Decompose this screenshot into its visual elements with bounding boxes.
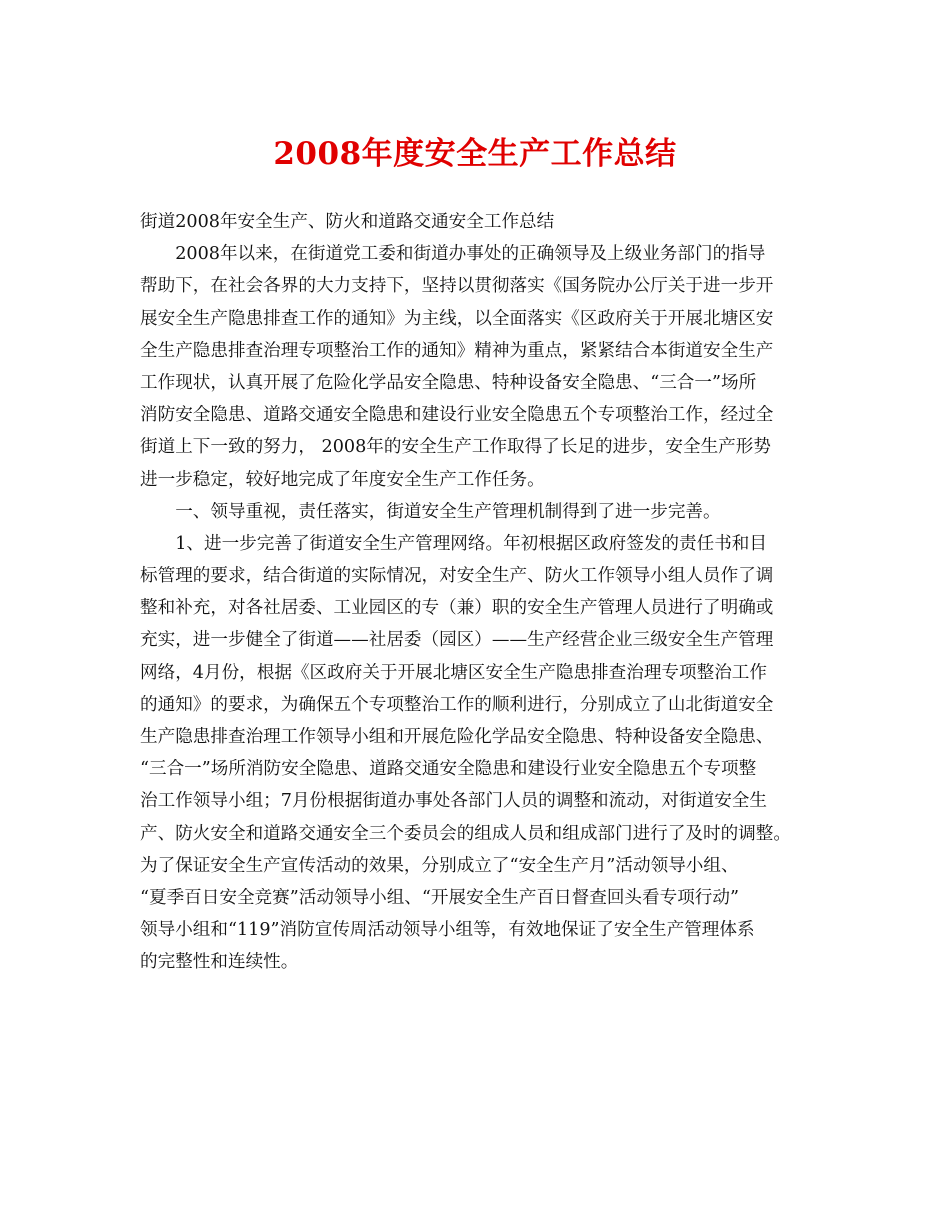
- text-line: 1、进一步完善了街道安全生产管理网络。年初根据区政府签发的责任书和目: [140, 533, 767, 554]
- text-line: 的完整性和连续性。: [140, 952, 299, 973]
- text-line: 工作现状，认真开展了危险化学品安全隐患、特种设备安全隐患、“三合一”场所: [140, 372, 757, 393]
- text-line: 为了保证安全生产宣传活动的效果，分别成立了“安全生产月”活动领导小组、: [140, 855, 739, 876]
- document-body: [140, 206, 840, 979]
- text-line: 整和补充，对各社居委、工业园区的专（兼）职的安全生产管理人员进行了明确或: [140, 598, 774, 619]
- text-line: 治工作领导小组；7月份根据街道办事处各部门人员的调整和流动，对街道安全生: [140, 791, 767, 812]
- text-line: “三合一”场所消防安全隐患、道路交通安全隐患和建设行业安全隐患五个专项整: [140, 759, 757, 780]
- text-line: 全生产隐患排查治理专项整治工作的通知》精神为重点，紧紧结合本街道安全生产: [140, 340, 774, 361]
- document-title: 2008年度安全生产工作总结: [273, 136, 677, 172]
- text-line: 展安全生产隐患排查工作的通知》为主线，以全面落实《区政府关于开展北塘区安: [140, 308, 774, 329]
- text-line: 产、防火安全和道路交通安全三个委员会的组成人员和组成部门进行了及时的调整。: [140, 823, 791, 844]
- text-line: 街道上下一致的努力， 2008年的安全生产工作取得了长足的进步，安全生产形势: [140, 437, 771, 458]
- text-line: 网络，4月份，根据《区政府关于开展北塘区安全生产隐患排查治理专项整治工作: [140, 662, 767, 683]
- text-line: 生产隐患排查治理工作领导小组和开展危险化学品安全隐患、特种设备安全隐患、: [140, 727, 774, 747]
- text-line: 一、领导重视，责任落实，街道安全生产管理机制得到了进一步完善。: [140, 501, 721, 522]
- text-line: “夏季百日安全竞赛”活动领导小组、“开展安全生产百日督查回头看专项行动”: [140, 887, 739, 908]
- text-line: 充实，进一步健全了街道——社居委（园区）——生产经营企业三级安全生产管理: [140, 630, 774, 651]
- text-line: 标管理的要求，结合街道的实际情况，对安全生产、防火工作领导小组人员作了调: [140, 566, 774, 587]
- text-line: 街道2008年安全生产、防火和道路交通安全工作总结: [140, 212, 555, 232]
- text-line: 帮助下，在社会各界的大力支持下，坚持以贯彻落实《国务院办公厅关于进一步开: [140, 276, 774, 297]
- text-line: 2008年以来，在街道党工委和街道办事处的正确领导及上级业务部门的指导: [140, 244, 766, 265]
- text-line: 领导小组和“119”消防宣传周活动领导小组等，有效地保证了安全生产管理体系: [140, 920, 755, 941]
- text-line: 的通知》的要求，为确保五个专项整治工作的顺利进行，分别成立了山北街道安全: [140, 694, 774, 715]
- text-line: 消防安全隐患、道路交通安全隐患和建设行业安全隐患五个专项整治工作，经过全: [140, 405, 774, 426]
- text-line: 进一步稳定，较好地完成了年度安全生产工作任务。: [140, 469, 545, 490]
